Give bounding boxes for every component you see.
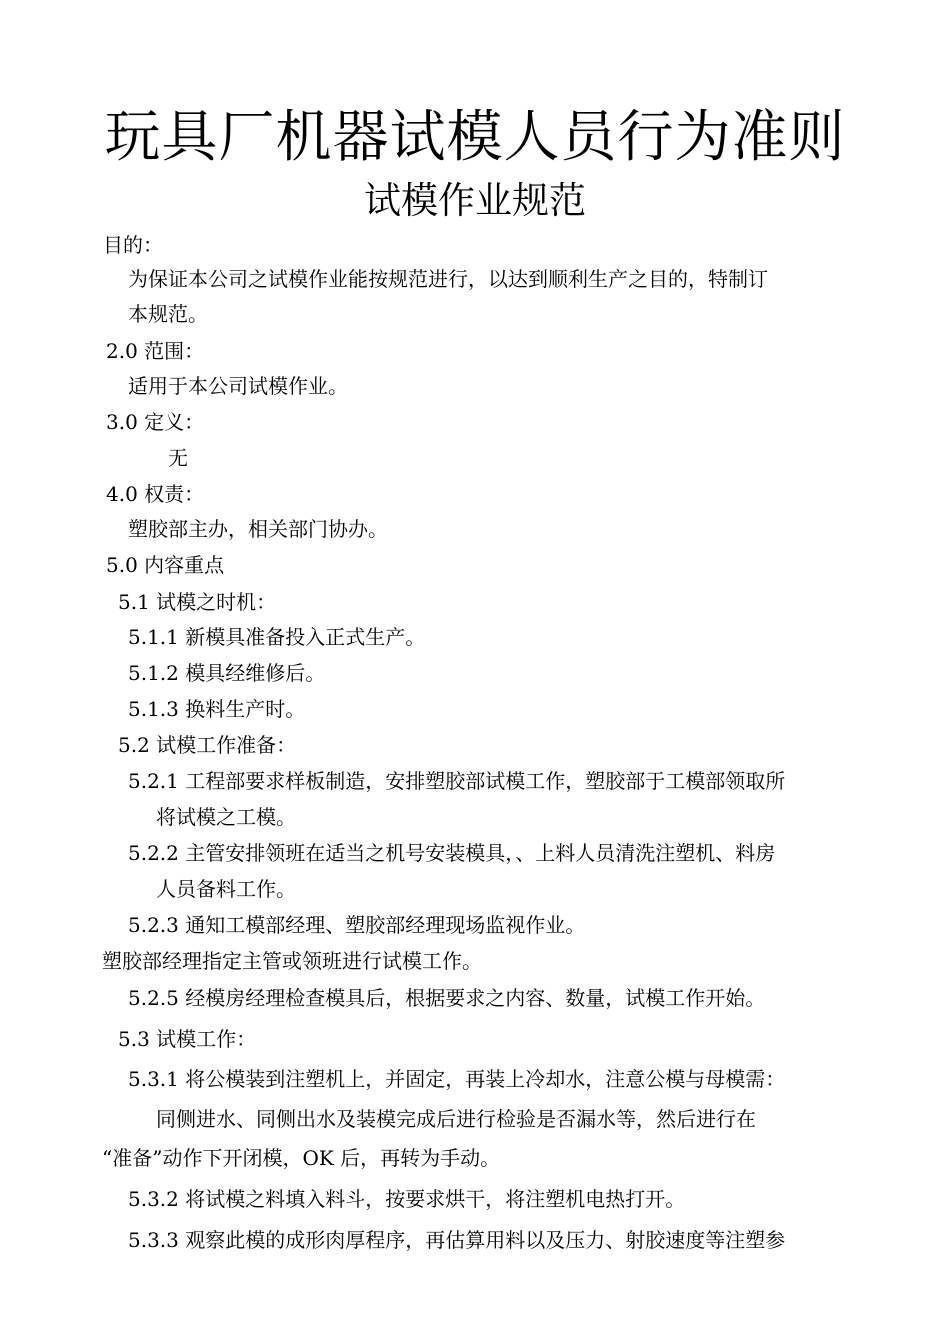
responsibility-text: 塑胶部主办，相关部门协办。: [128, 517, 388, 541]
subsection-5-2-heading: 5.2 试模工作准备：: [118, 733, 297, 757]
subsection-5-1-heading: 5.1 试模之时机：: [118, 590, 277, 614]
document-title: 玩具厂机器试模人员行为准则: [104, 105, 846, 170]
item-5-3-1-cont-2: “准备”动作下开闭模，OK 后，再转为手动。: [102, 1146, 501, 1170]
item-5-2-3: 5.2.3 通知工模部经理、塑胶部经理现场监视作业。: [128, 913, 586, 937]
document-subtitle: 试模作业规范: [364, 179, 586, 222]
item-5-3-1-cont: 同侧进水、同侧出水及装模完成后进行检验是否漏水等，然后进行在: [156, 1107, 756, 1131]
item-5-2-1: 5.2.1 工程部要求样板制造，安排塑胶部试模工作，塑胶部于工模部领取所: [128, 769, 786, 793]
scope-text: 适用于本公司试模作业。: [128, 374, 348, 398]
item-5-1-1: 5.1.1 新模具准备投入正式生产。: [128, 625, 426, 649]
item-5-1-2: 5.1.2 模具经维修后。: [128, 661, 326, 685]
item-5-3-3: 5.3.3 观察此模的成形肉厚程序，再估算用料以及压力、射胶速度等注塑参: [128, 1228, 786, 1252]
item-5-2-1-cont: 将试模之工模。: [156, 805, 296, 829]
item-5-3-2: 5.3.2 将试模之料填入料斗，按要求烘干，将注塑机电热打开。: [128, 1187, 686, 1211]
purpose-text: 为保证本公司之试模作业能按规范进行，以达到顺利生产之目的，特制订: [128, 267, 768, 291]
item-5-2-2-cont: 人员备料工作。: [156, 877, 296, 901]
subsection-5-3-heading: 5.3 试模工作：: [118, 1027, 257, 1051]
purpose-text-cont: 本规范。: [128, 302, 208, 326]
item-5-2-5: 5.2.5 经模房经理检查模具后，根据要求之内容、数量，试模工作开始。: [128, 986, 766, 1010]
section-definition-heading: 3.0 定义：: [106, 410, 205, 434]
definition-text: 无: [168, 446, 188, 470]
section-responsibility-heading: 4.0 权责：: [106, 482, 205, 506]
section-scope-heading: 2.0 范围：: [106, 339, 205, 363]
item-5-1-3: 5.1.3 换料生产时。: [128, 697, 306, 721]
section-purpose-heading: 目的：: [103, 233, 163, 257]
item-5-3-1: 5.3.1 将公模装到注塑机上，并固定，再装上冷却水，注意公模与母模需：: [128, 1067, 786, 1091]
item-5-2-2: 5.2.2 主管安排领班在适当之机号安装模具，、上料人员清洗注塑机、料房: [128, 841, 776, 865]
section-content-heading: 5.0 内容重点: [106, 553, 225, 577]
item-5-2-4: 塑胶部经理指定主管或领班进行试模工作。: [102, 949, 482, 973]
